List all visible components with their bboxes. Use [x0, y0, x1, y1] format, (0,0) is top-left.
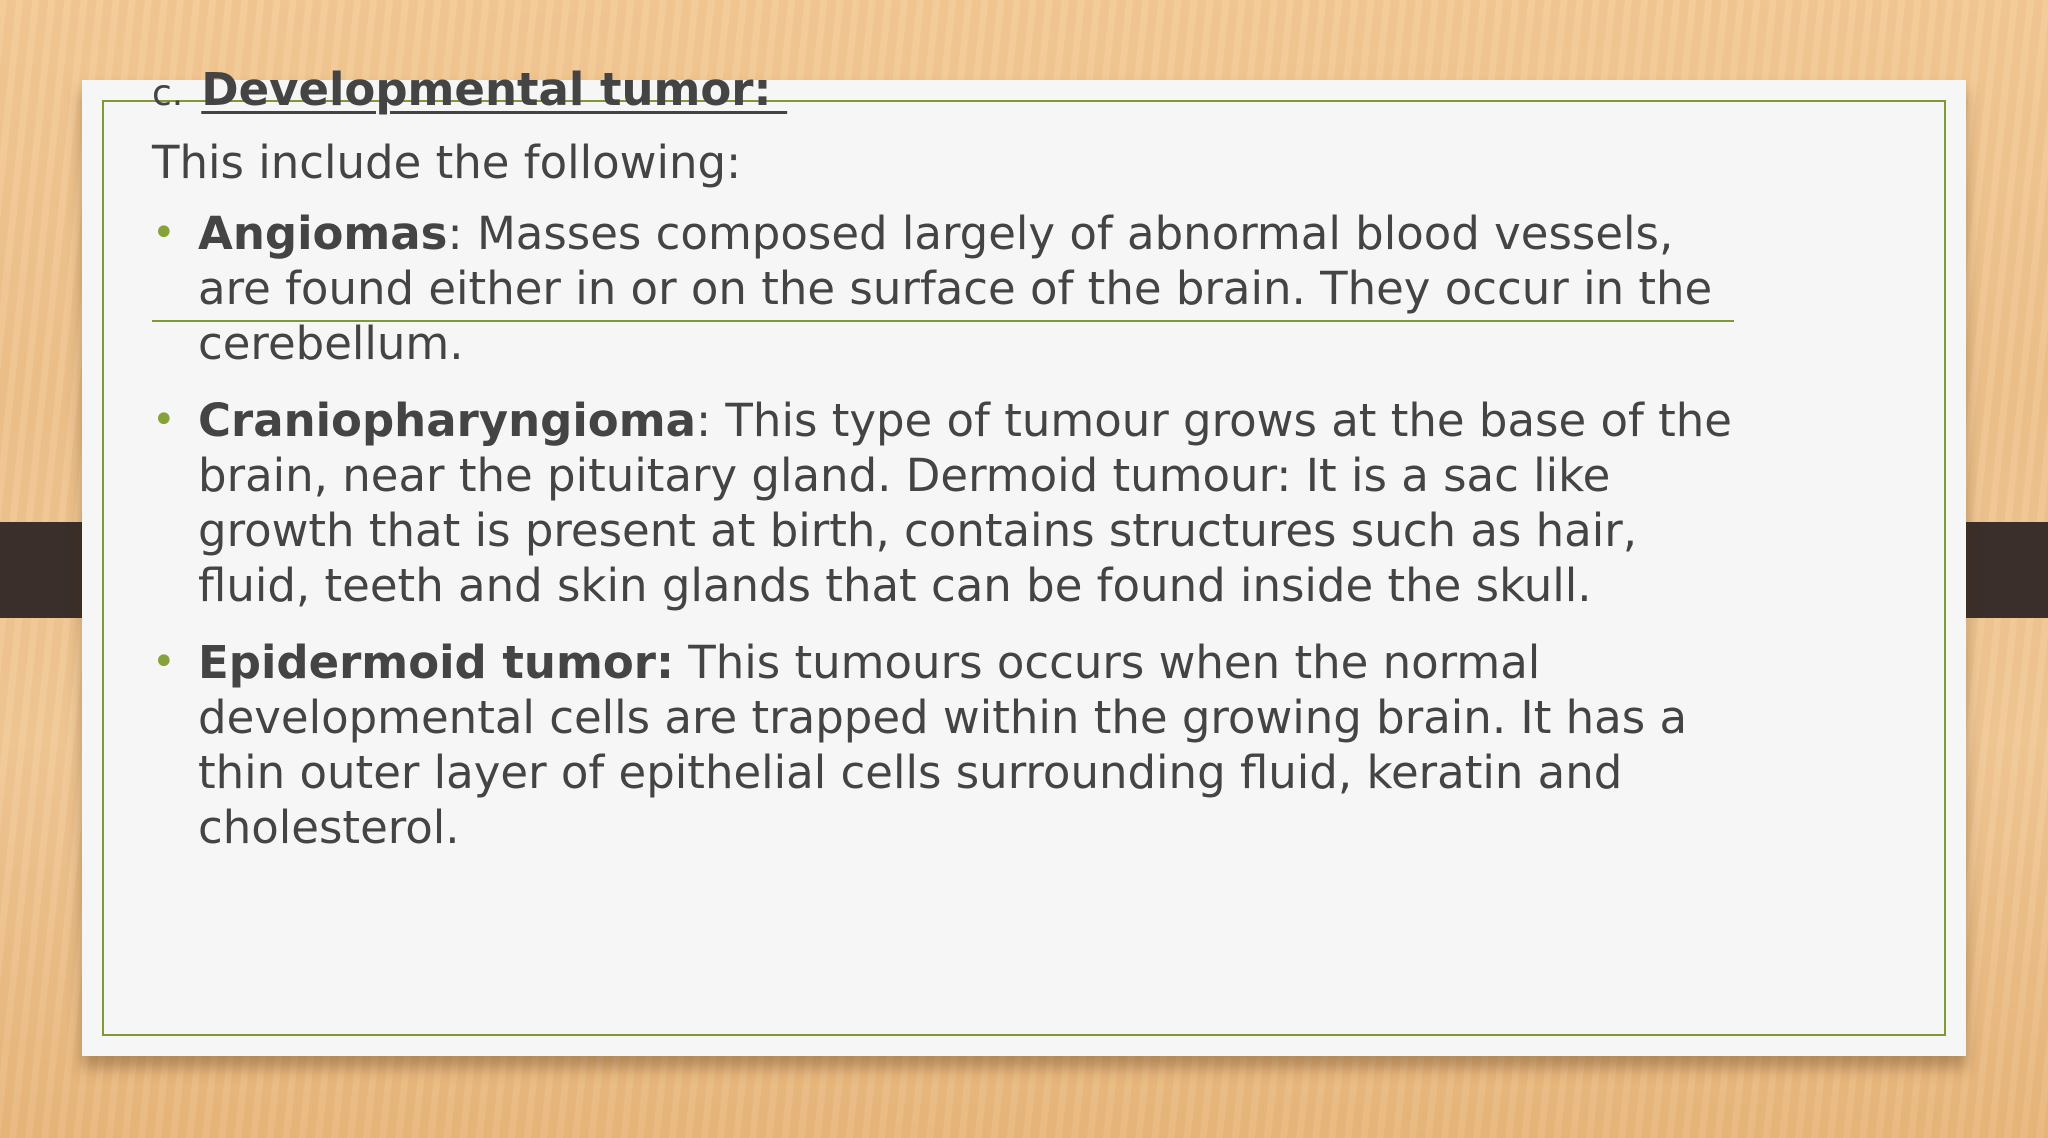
slide-heading: [152, 62, 1752, 121]
bullet-term: Epidermoid tumor:: [198, 636, 674, 689]
bullet-text: This type of tumour grows at the base of the brain, near the pituitary gland. Dermoid tumour: It is a sac like growth that is present at birth, contains structures such as hair, fluid, teeth and skin glands that can be found inside the skull.: [198, 394, 1732, 612]
heading-title: Developmental tumor:: [201, 63, 788, 116]
bullet-angiomas: [152, 206, 1752, 371]
slide-content: [152, 62, 1752, 877]
bullet-text: This tumours occurs when the normal developmental cells are trapped within the growing brain. It has a thin outer layer of epithelial cells surrounding fluid, keratin and cholesterol.: [198, 636, 1688, 854]
bullet-epidermoid: [152, 635, 1752, 855]
bullet-dot-icon: •: [152, 639, 176, 685]
bullet-separator: :: [447, 207, 463, 260]
bullet-craniopharyngioma: [152, 393, 1752, 613]
bullet-dot-icon: •: [152, 397, 176, 443]
bullet-term: Craniopharyngioma: [198, 394, 696, 447]
bullet-dot-icon: •: [152, 210, 176, 256]
intro-text: This include the following:: [152, 136, 742, 189]
bullet-separator: :: [695, 394, 712, 447]
bullet-term: Angiomas: [198, 207, 448, 260]
heading-marker: c.: [152, 73, 184, 114]
bullet-text: Masses composed largely of abnormal blood vessels, are found either in or on the surface of the brain. They occur in the cerebellum.: [198, 207, 1713, 370]
bullet-list: [152, 206, 1752, 855]
